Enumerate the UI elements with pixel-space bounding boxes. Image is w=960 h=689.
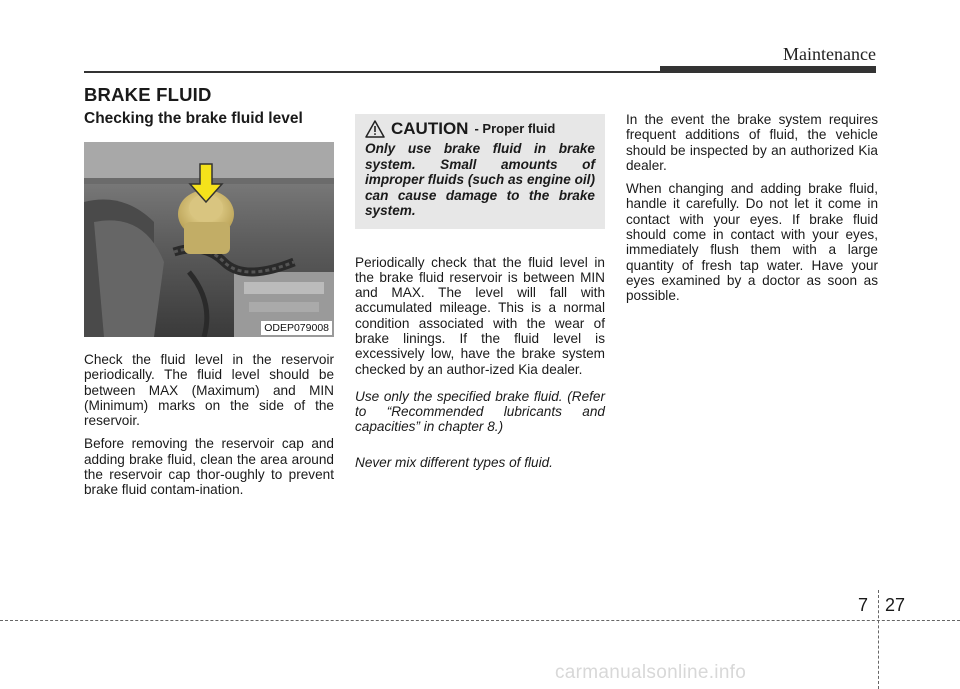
column-middle <box>355 114 605 478</box>
paragraph-frequent-additions: In the event the brake system requires frequent additions of fluid, the vehicle should be inspected by an authorized Kia dealer. <box>626 112 878 173</box>
caution-subtitle: - Proper fluid <box>474 121 556 137</box>
caution-text: Only use brake fluid in brake system. Small amounts of improper fluids (such as engine oil) can cause damage to the brake system. <box>365 141 595 218</box>
photo-reference-code: ODEP079008 <box>261 321 332 335</box>
watermark: carmanualsonline.info <box>555 662 747 683</box>
column-left <box>84 110 334 506</box>
column-right <box>626 112 878 312</box>
section-title: BRAKE FLUID <box>84 84 212 105</box>
footer-chapter-number: 7 <box>858 595 869 615</box>
note-specified-fluid: Use only the specified brake fluid. (Refer to “Recommended lubricants and capacities” in chapter 8.) <box>355 388 605 435</box>
warning-triangle-icon <box>365 120 385 138</box>
paragraph-check-level: Check the fluid level in the reservoir periodically. The fluid level should be between MAX (Maximum) and MIN (Minimum) marks on the side of the reservoir. <box>84 352 334 429</box>
engine-bay-illustration <box>84 142 334 337</box>
subheading: Checking the brake fluid level <box>84 110 303 127</box>
footer-divider <box>878 590 879 689</box>
caution-box <box>355 114 605 229</box>
footer-page-number: 27 <box>885 595 906 615</box>
header-rule-accent <box>660 66 876 72</box>
chapter-title: Maintenance <box>783 44 876 64</box>
caution-title: CAUTION <box>391 119 469 139</box>
paragraph-periodic-check: Periodically check that the fluid level in the brake fluid reservoir is between MIN and MAX. The level will fall with accumulated mileage. This is a normal condition associated with the wear of brake linings. If the fluid level is excessively low, have the brake system checked by an author-ized Kia dealer. <box>355 254 605 377</box>
paragraph-clean-cap: Before removing the reservoir cap and adding brake fluid, clean the area around the reservoir cap thor-oughly to prevent brake fluid contam-ination. <box>84 436 334 498</box>
note-never-mix: Never mix different types of fluid. <box>355 454 553 470</box>
caution-header <box>365 120 595 138</box>
footer-rule <box>0 620 960 621</box>
paragraph-handle-carefully: When changing and adding brake fluid, handle it carefully. Do not let it come in contact with your eyes. If brake fluid should come in contact with your eyes, immediately flush them with a large quantity of fresh tap water. Have your eyes examined by a doctor as soon as possible. <box>626 181 878 304</box>
engine-bay-photo <box>84 142 334 337</box>
